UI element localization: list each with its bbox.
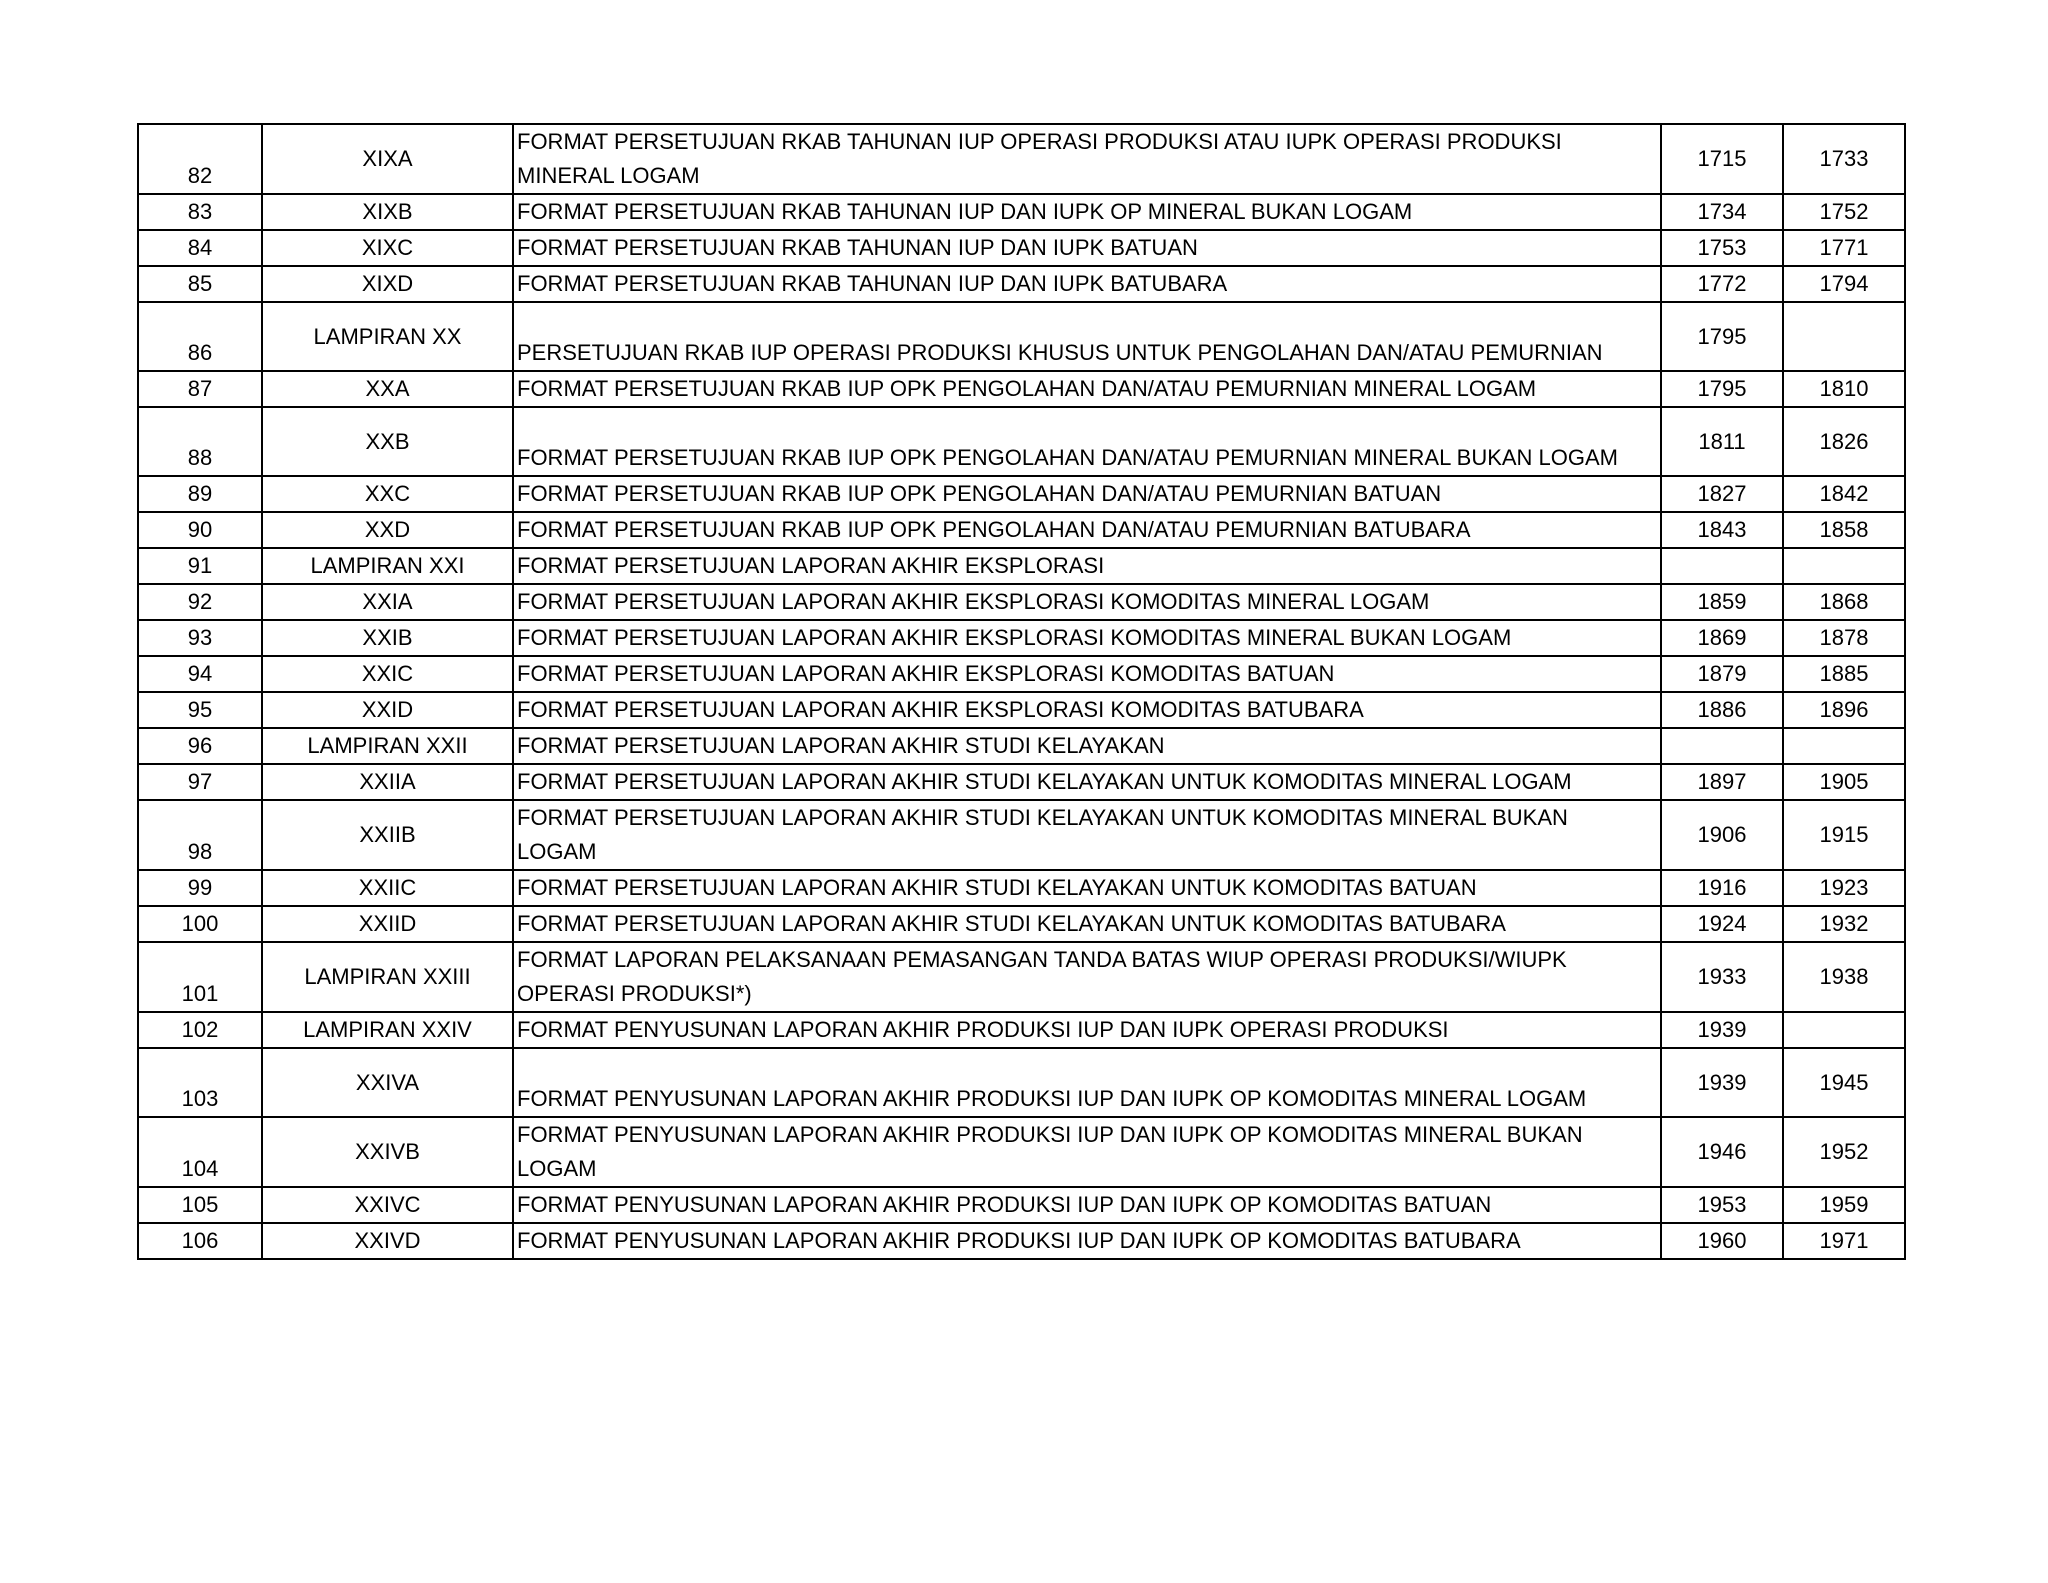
table-row [138,1117,1905,1187]
row-number: 86 [138,302,262,371]
attachment-title: FORMAT PERSETUJUAN LAPORAN AKHIR EKSPLORASI KOMODITAS MINERAL BUKAN LOGAM [513,620,1661,656]
attachment-title: FORMAT PERSETUJUAN RKAB TAHUNAN IUP DAN IUPK BATUAN [513,230,1661,266]
attachment-title: FORMAT PERSETUJUAN RKAB IUP OPK PENGOLAHAN DAN/ATAU PEMURNIAN BATUBARA [513,512,1661,548]
table-row [138,302,1905,371]
table-row [138,266,1905,302]
table-row [138,620,1905,656]
attachment-title: PERSETUJUAN RKAB IUP OPERASI PRODUKSI KHUSUS UNTUK PENGOLAHAN DAN/ATAU PEMURNIAN [513,302,1661,371]
row-number: 100 [138,906,262,942]
row-number: 84 [138,230,262,266]
page-end: 1915 [1783,800,1905,870]
attachment-code: XIXA [262,124,513,194]
attachment-code: XXIA [262,584,513,620]
table-row [138,407,1905,476]
attachment-title: FORMAT PENYUSUNAN LAPORAN AKHIR PRODUKSI IUP DAN IUPK OP KOMODITAS MINERAL LOGAM [513,1048,1661,1117]
page-end: 1733 [1783,124,1905,194]
row-number: 102 [138,1012,262,1048]
table-row [138,194,1905,230]
attachment-index-table [137,123,1906,1260]
page-end: 1878 [1783,620,1905,656]
attachment-title: FORMAT LAPORAN PELAKSANAAN PEMASANGAN TANDA BATAS WIUP OPERASI PRODUKSI/WIUPK OPERASI PRODUKSI*) [513,942,1661,1012]
page-start: 1897 [1661,764,1783,800]
page-start: 1960 [1661,1223,1783,1259]
attachment-title: FORMAT PERSETUJUAN RKAB IUP OPK PENGOLAHAN DAN/ATAU PEMURNIAN BATUAN [513,476,1661,512]
page-start: 1933 [1661,942,1783,1012]
page-end: 1858 [1783,512,1905,548]
page-start: 1734 [1661,194,1783,230]
table-row [138,124,1905,194]
page-start: 1795 [1661,371,1783,407]
page-end: 1826 [1783,407,1905,476]
table-row [138,692,1905,728]
page-end: 1945 [1783,1048,1905,1117]
attachment-code: XXIIA [262,764,513,800]
row-number: 104 [138,1117,262,1187]
attachment-title: FORMAT PENYUSUNAN LAPORAN AKHIR PRODUKSI IUP DAN IUPK OP KOMODITAS MINERAL BUKAN LOGAM [513,1117,1661,1187]
attachment-code: XXIVA [262,1048,513,1117]
attachment-code: XXIVB [262,1117,513,1187]
page-start: 1715 [1661,124,1783,194]
page-start: 1879 [1661,656,1783,692]
page-start: 1939 [1661,1012,1783,1048]
row-number: 90 [138,512,262,548]
page-start: 1946 [1661,1117,1783,1187]
page-end: 1810 [1783,371,1905,407]
attachment-title: FORMAT PENYUSUNAN LAPORAN AKHIR PRODUKSI IUP DAN IUPK OP KOMODITAS BATUAN [513,1187,1661,1223]
page-start: 1869 [1661,620,1783,656]
row-number: 85 [138,266,262,302]
row-number: 98 [138,800,262,870]
row-number: 87 [138,371,262,407]
table-row [138,942,1905,1012]
attachment-title: FORMAT PERSETUJUAN LAPORAN AKHIR STUDI KELAYAKAN [513,728,1661,764]
page-end: 1938 [1783,942,1905,1012]
page-start: 1916 [1661,870,1783,906]
attachment-title: FORMAT PERSETUJUAN LAPORAN AKHIR EKSPLORASI KOMODITAS BATUAN [513,656,1661,692]
table-row [138,1012,1905,1048]
row-number: 93 [138,620,262,656]
attachment-title: FORMAT PERSETUJUAN RKAB TAHUNAN IUP DAN IUPK OP MINERAL BUKAN LOGAM [513,194,1661,230]
attachment-title: FORMAT PERSETUJUAN RKAB TAHUNAN IUP OPERASI PRODUKSI ATAU IUPK OPERASI PRODUKSI MINERAL LOGAM [513,124,1661,194]
table-row [138,870,1905,906]
page-start: 1953 [1661,1187,1783,1223]
page-start: 1906 [1661,800,1783,870]
attachment-code: LAMPIRAN XXII [262,728,513,764]
attachment-code: XXC [262,476,513,512]
row-number: 91 [138,548,262,584]
page-end: 1868 [1783,584,1905,620]
attachment-code: XXIC [262,656,513,692]
table-row [138,764,1905,800]
row-number: 97 [138,764,262,800]
page-start: 1924 [1661,906,1783,942]
table-row [138,371,1905,407]
attachment-code: XXIVD [262,1223,513,1259]
attachment-title: FORMAT PERSETUJUAN LAPORAN AKHIR STUDI KELAYAKAN UNTUK KOMODITAS MINERAL BUKAN LOGAM [513,800,1661,870]
attachment-title: FORMAT PERSETUJUAN RKAB IUP OPK PENGOLAHAN DAN/ATAU PEMURNIAN MINERAL LOGAM [513,371,1661,407]
table-row [138,800,1905,870]
page-end: 1952 [1783,1117,1905,1187]
table-row [138,584,1905,620]
attachment-title: FORMAT PERSETUJUAN LAPORAN AKHIR STUDI KELAYAKAN UNTUK KOMODITAS BATUBARA [513,906,1661,942]
attachment-code: XXIB [262,620,513,656]
page-end [1783,1012,1905,1048]
page-end: 1752 [1783,194,1905,230]
page-end: 1932 [1783,906,1905,942]
attachment-code: XXIID [262,906,513,942]
page-end: 1896 [1783,692,1905,728]
page-start: 1886 [1661,692,1783,728]
attachment-title: FORMAT PERSETUJUAN RKAB IUP OPK PENGOLAHAN DAN/ATAU PEMURNIAN MINERAL BUKAN LOGAM [513,407,1661,476]
attachment-code: LAMPIRAN XXIII [262,942,513,1012]
page-start [1661,728,1783,764]
table-row [138,476,1905,512]
attachment-code: XXA [262,371,513,407]
row-number: 103 [138,1048,262,1117]
row-number: 99 [138,870,262,906]
attachment-code: LAMPIRAN XX [262,302,513,371]
page-end [1783,548,1905,584]
page-end: 1959 [1783,1187,1905,1223]
page-end: 1794 [1783,266,1905,302]
attachment-title: FORMAT PENYUSUNAN LAPORAN AKHIR PRODUKSI IUP DAN IUPK OPERASI PRODUKSI [513,1012,1661,1048]
page-end: 1885 [1783,656,1905,692]
row-number: 92 [138,584,262,620]
table-row [138,1223,1905,1259]
attachment-title: FORMAT PERSETUJUAN LAPORAN AKHIR STUDI KELAYAKAN UNTUK KOMODITAS MINERAL LOGAM [513,764,1661,800]
attachment-code: XXIIC [262,870,513,906]
attachment-title: FORMAT PERSETUJUAN LAPORAN AKHIR STUDI KELAYAKAN UNTUK KOMODITAS BATUAN [513,870,1661,906]
row-number: 82 [138,124,262,194]
attachment-code: XXIIB [262,800,513,870]
row-number: 83 [138,194,262,230]
row-number: 105 [138,1187,262,1223]
attachment-code: LAMPIRAN XXIV [262,1012,513,1048]
table-row [138,728,1905,764]
row-number: 95 [138,692,262,728]
attachment-code: XXD [262,512,513,548]
page-end: 1842 [1783,476,1905,512]
row-number: 96 [138,728,262,764]
attachment-title: FORMAT PERSETUJUAN LAPORAN AKHIR EKSPLORASI KOMODITAS MINERAL LOGAM [513,584,1661,620]
row-number: 94 [138,656,262,692]
table-row [138,548,1905,584]
attachment-code: XIXD [262,266,513,302]
page-start: 1827 [1661,476,1783,512]
attachment-code: XIXB [262,194,513,230]
page-end: 1771 [1783,230,1905,266]
attachment-code: XIXC [262,230,513,266]
page-end: 1923 [1783,870,1905,906]
page-end: 1905 [1783,764,1905,800]
table-row [138,1187,1905,1223]
row-number: 88 [138,407,262,476]
attachment-title: FORMAT PERSETUJUAN LAPORAN AKHIR EKSPLORASI [513,548,1661,584]
page-start: 1795 [1661,302,1783,371]
page-start: 1939 [1661,1048,1783,1117]
page-end: 1971 [1783,1223,1905,1259]
page-start: 1859 [1661,584,1783,620]
attachment-code: LAMPIRAN XXI [262,548,513,584]
attachment-title: FORMAT PENYUSUNAN LAPORAN AKHIR PRODUKSI IUP DAN IUPK OP KOMODITAS BATUBARA [513,1223,1661,1259]
page-end [1783,302,1905,371]
table-row [138,1048,1905,1117]
row-number: 89 [138,476,262,512]
attachment-code: XXB [262,407,513,476]
page-start: 1753 [1661,230,1783,266]
page-start: 1843 [1661,512,1783,548]
row-number: 101 [138,942,262,1012]
attachment-title: FORMAT PERSETUJUAN LAPORAN AKHIR EKSPLORASI KOMODITAS BATUBARA [513,692,1661,728]
table-row [138,512,1905,548]
page-start: 1811 [1661,407,1783,476]
attachment-code: XXIVC [262,1187,513,1223]
page-start: 1772 [1661,266,1783,302]
table-row [138,906,1905,942]
page-end [1783,728,1905,764]
table-row [138,230,1905,266]
row-number: 106 [138,1223,262,1259]
attachment-code: XXID [262,692,513,728]
table-row [138,656,1905,692]
page-start [1661,548,1783,584]
attachment-title: FORMAT PERSETUJUAN RKAB TAHUNAN IUP DAN IUPK BATUBARA [513,266,1661,302]
